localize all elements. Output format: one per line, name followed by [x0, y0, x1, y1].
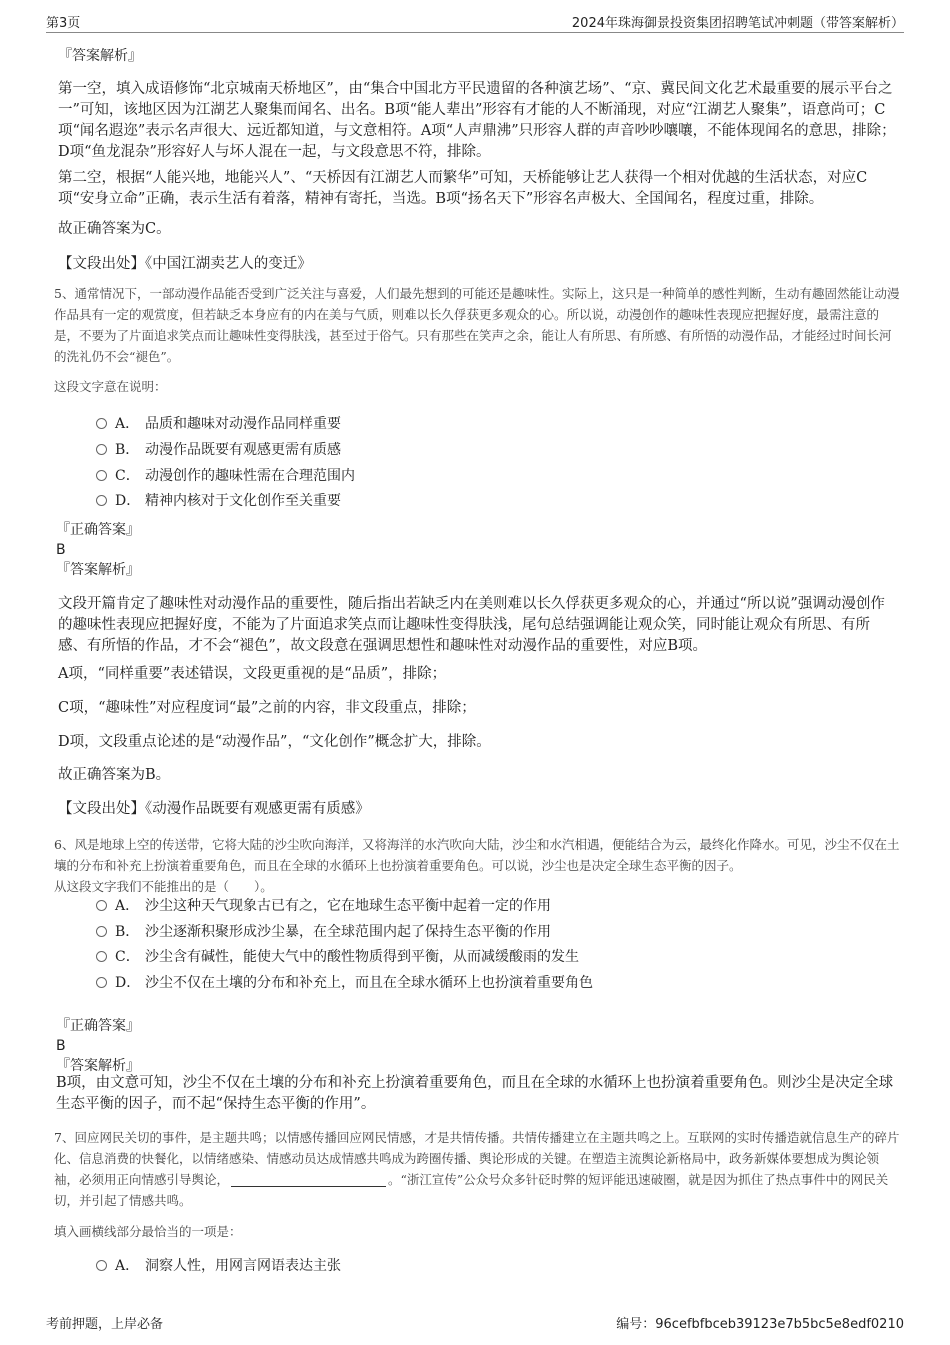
radio-icon[interactable] — [96, 1260, 107, 1271]
q5-conclusion-block — [58, 765, 898, 786]
q7-option-a[interactable] — [96, 1256, 341, 1276]
q6-stem-block — [54, 834, 900, 897]
option-text: 动漫创作的趣味性需在合理范围内 — [145, 468, 355, 484]
q7-stem-part1: 7、回应网民关切的事件，是主题共鸣；以情感传播回应网民情感，才是共情传播。共情传播建立在主题共鸣之上。互联网的实时传播造就信息生产的碎片化、信息消费的快餐化，以情绪感染、情感动员达成情感共鸣成为跨圈传播、舆论形成的关键。在塑造主流舆论新格局中，政务新媒体要想成为舆论领袖，必须用正向情感引导舆论， — [54, 1130, 900, 1187]
page-number: 第3页 — [46, 16, 81, 31]
q4-analysis — [58, 46, 898, 66]
option-letter: C． — [115, 949, 140, 965]
page-footer — [46, 1313, 904, 1332]
q4-analysis-para1: 第一空，填入成语修饰“北京城南天桥地区”，由“集合中国北方平民遗留的各种演艺场”、“京、冀民间文化艺术最重要的展示平台之一”可知，该地区因为江湖艺人聚集而闻名、出名。B项“能人辈出”形容有才能的人不断涌现，对应“江湖艺人聚集”，语意尚可；C项“闻名遐迩”表示名声很大、远近都知道，与文意相符。A项“人声鼎沸”只形容人群的声音吵吵嚷嚷，不能体现闻名的意思，排除；D项“鱼龙混杂”形容好人与坏人混在一起，与文段意思不符，排除。 — [58, 81, 896, 160]
q4-conclusion-block — [58, 219, 898, 240]
q6-answer-block — [56, 1016, 896, 1076]
q6-stem: 6、风是地球上空的传送带，它将大陆的沙尘吹向海洋，又将海洋的水汽吹向大陆，沙尘和水汽相遇，便能结合为云，最终化作降水。可见，沙尘不仅在土壤的分布和补充上扮演着重要角色，而且在全球的水循环上也扮演着重要角色。可以说，沙尘也是决定全球生态平衡的因子。 — [54, 837, 900, 873]
option-letter: A． — [115, 1258, 140, 1274]
q6-option-b[interactable] — [96, 922, 551, 942]
q5-answer: B — [56, 542, 66, 558]
q5-d-note: D项，文段重点论述的是“动漫作品”，“文化创作”概念扩大，排除。 — [58, 734, 491, 750]
q7-prompt: 填入画横线部分最恰当的一项是： — [54, 1224, 242, 1239]
q7-prompt-block — [54, 1221, 894, 1242]
option-letter: C． — [115, 468, 140, 484]
q5-analysis: 文段开篇肯定了趣味性对动漫作品的重要性，随后指出若缺乏内在美则难以长久俘获更多观众的心，并通过“所以说”强调动漫创作的趣味性表现应把握好度，不能为了片面追求笑点而让趣味性变得肤浅，尾句总结强调能让观众笑，同时能让观众有所思、有所感、有所悟的作品，才不会“褪色”，故文段意在强调思想性和趣味性对动漫作品的重要性，对应B项。 — [58, 596, 885, 654]
q5-prompt: 这段文字意在说明： — [54, 379, 167, 394]
q5-a-note-block — [58, 664, 898, 685]
option-letter: A． — [115, 898, 140, 914]
q6-answer-label: 『正确答案』 — [56, 1018, 140, 1034]
radio-icon[interactable] — [96, 926, 107, 937]
q4-source: 【文段出处】《中国江湖卖艺人的变迁》 — [58, 256, 312, 272]
q5-a-note: A项，“同样重要”表述错误，文段更重视的是“品质”，排除； — [58, 666, 447, 682]
document-code: 编号：96cefbfbceb39123e7b5bc5e8edf0210 — [616, 1317, 904, 1332]
q6-prompt: 从这段文字我们不能推出的是（ ）。 — [54, 879, 273, 894]
q6-analysis-label: 『答案解析』 — [56, 1058, 140, 1074]
radio-icon[interactable] — [96, 470, 107, 481]
q6-option-a[interactable] — [96, 896, 551, 916]
radio-icon[interactable] — [96, 951, 107, 962]
q6-analysis-block — [56, 1073, 898, 1115]
option-text: 洞察人性，用网言网语表达主张 — [145, 1258, 341, 1274]
q6-analysis: B项，由文意可知，沙尘不仅在土壤的分布和补充上扮演着重要角色，而且在全球的水循环上也扮演着重要角色。则沙尘是决定全球生态平衡的因子，而不起“保持生态平衡的作用”。 — [56, 1075, 894, 1112]
q5-source: 【文段出处】《动漫作品既要有观感更需有质感》 — [58, 801, 370, 817]
q5-c-note-block — [58, 698, 898, 719]
q4-analysis-para2: 第二空，根据“人能兴地，地能兴人”、“天桥因有江湖艺人而繁华”可知，天桥能够让艺人获得一个相对优越的生活状态，对应C项“安身立命”正确，表示生活有着落，精神有寄托，当选。B项“扬名天下”形容名声极大、全国闻名，程度过重，排除。 — [58, 170, 868, 207]
q4-para2-block — [58, 168, 898, 210]
option-letter: D． — [115, 493, 141, 509]
option-text: 品质和趣味对动漫作品同样重要 — [145, 416, 341, 432]
q4-conclusion: 故正确答案为C。 — [58, 221, 171, 237]
option-text: 动漫作品既要有观感更需有质感 — [145, 442, 341, 458]
q5-conclusion: 故正确答案为B。 — [58, 767, 171, 783]
q5-c-note: C项，“趣味性”对应程度词“最”之前的内容，非文段重点，排除； — [58, 700, 476, 716]
option-letter: B． — [115, 924, 140, 940]
q5-stem: 5、通常情况下，一部动漫作品能否受到广泛关注与喜爱，人们最先想到的可能还是趣味性。实际上，这只是一种简单的感性判断，生动有趣固然能让动漫作品具有一定的观赏度，但若缺乏本身应有的内在美与气质，则难以长久俘获更多观众的心。所以说，动漫创作的趣味性表现应把握好度，最需注意的是，不要为了片面追求笑点而让趣味性变得肤浅，甚至过于俗气。只有那些在笑声之余，能让人有所思、有所感、有所悟的动漫作品，才能经过时间长河的洗礼仍不会“褪色”。 — [54, 286, 900, 364]
radio-icon[interactable] — [96, 495, 107, 506]
option-letter: D． — [115, 975, 141, 991]
option-text: 沙尘含有碱性，能使大气中的酸性物质得到平衡，从而减缓酸雨的发生 — [145, 949, 579, 965]
option-letter: B． — [115, 442, 140, 458]
q5-option-d[interactable] — [96, 491, 341, 511]
q6-option-d[interactable] — [96, 973, 593, 993]
option-text: 沙尘这种天气现象古已有之，它在地球生态平衡中起着一定的作用 — [145, 898, 551, 914]
q4-analysis-label: 『答案解析』 — [58, 48, 142, 64]
q5-stem-block — [54, 283, 900, 367]
option-text: 精神内核对于文化创作至关重要 — [145, 493, 341, 509]
q7-stem — [54, 1127, 900, 1211]
radio-icon[interactable] — [96, 900, 107, 911]
footer-slogan: 考前押题，上岸必备 — [46, 1317, 164, 1332]
option-text: 沙尘不仅在土壤的分布和补充上，而且在全球水循环上也扮演着重要角色 — [145, 975, 593, 991]
radio-icon[interactable] — [96, 418, 107, 429]
document-title: 2024年珠海御景投资集团招聘笔试冲刺题（带答案解析） — [571, 16, 904, 31]
q5-analysis-label: 『答案解析』 — [56, 562, 140, 578]
q7-stem-part2: 。“浙江宣传”公众号众多针砭时弊的短评能迅速破圈，就是因为抓住了热点事件中的网民关切，并引起了情感共鸣。 — [54, 1172, 889, 1208]
q5-option-c[interactable] — [96, 466, 355, 486]
q4-source-block — [58, 254, 898, 275]
q5-answer-block — [56, 520, 896, 580]
q7-stem-block — [54, 1127, 900, 1211]
page-header — [46, 10, 904, 33]
q5-answer-label: 『正确答案』 — [56, 522, 140, 538]
q6-option-c[interactable] — [96, 947, 579, 967]
q5-d-note-block — [58, 732, 898, 753]
radio-icon[interactable] — [96, 977, 107, 988]
radio-icon[interactable] — [96, 444, 107, 455]
q5-option-b[interactable] — [96, 440, 341, 460]
q4-para1-block — [58, 79, 898, 163]
q5-option-a[interactable] — [96, 414, 341, 434]
q5-prompt-block — [54, 376, 894, 397]
q5-source-block — [58, 799, 898, 820]
q6-answer: B — [56, 1038, 66, 1054]
option-text: 沙尘逐渐积聚形成沙尘暴，在全球范围内起了保持生态平衡的作用 — [145, 924, 551, 940]
option-letter: A． — [115, 416, 140, 432]
q5-analysis-block — [58, 594, 898, 657]
fill-blank — [231, 1172, 386, 1187]
